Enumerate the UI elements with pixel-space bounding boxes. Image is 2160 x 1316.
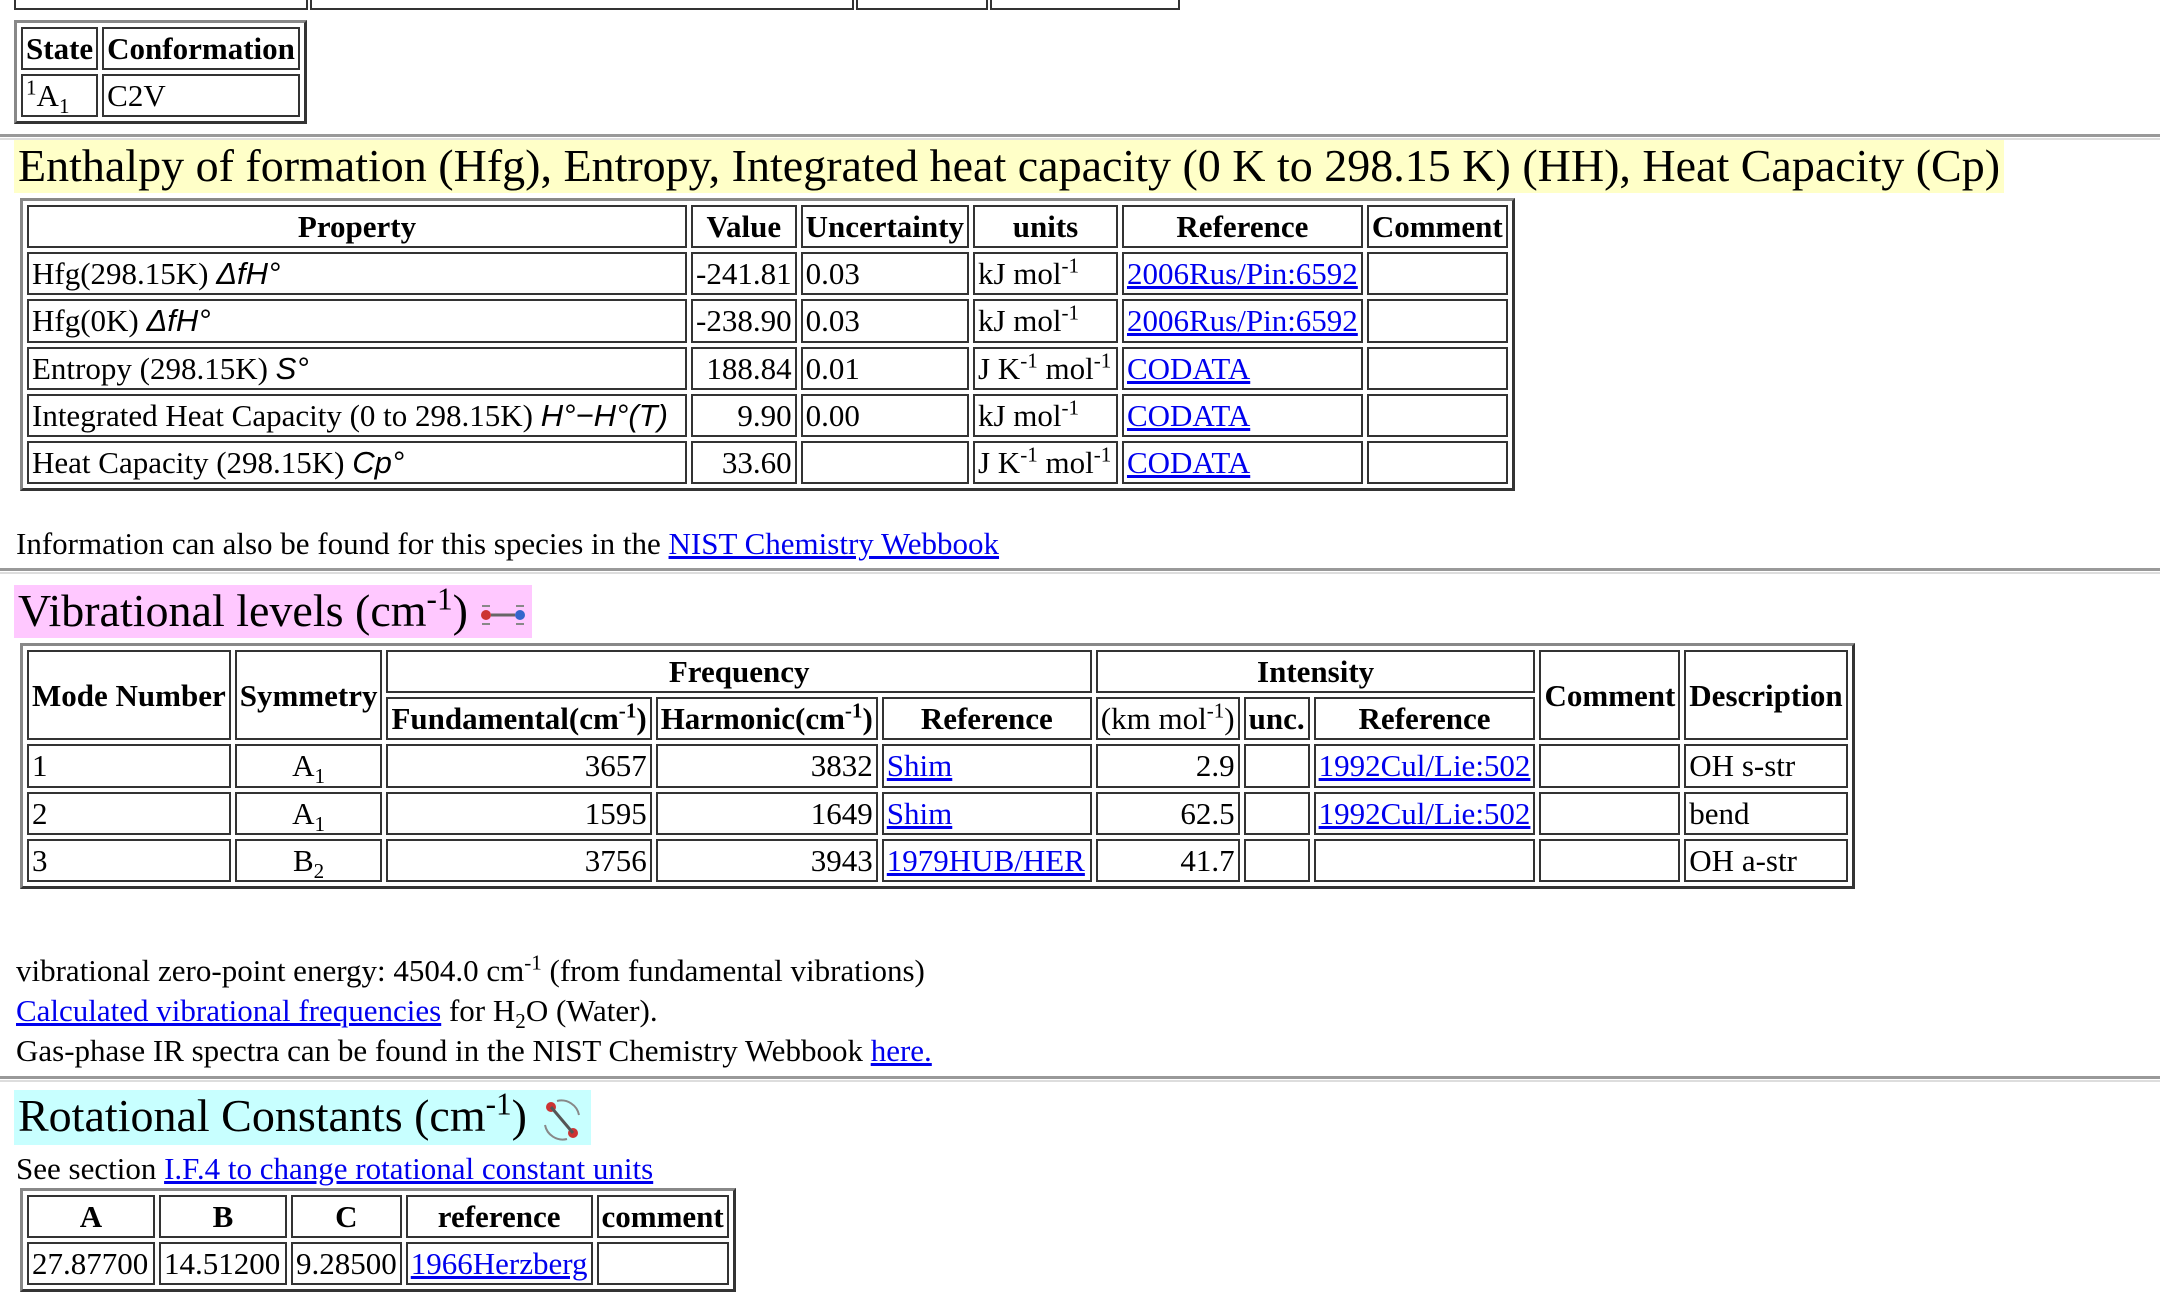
- intensity-cell: 41.7: [1096, 839, 1240, 882]
- unc-cell: [1244, 744, 1310, 787]
- comment-cell: [1539, 744, 1680, 787]
- col-int-reference: Reference: [1314, 697, 1536, 740]
- uncertainty-cell: 0.00: [801, 394, 969, 437]
- fundamental-cell: 1595: [386, 792, 651, 835]
- mode-cell: 2: [27, 792, 231, 835]
- symmetry-cell: $A_1$: [235, 744, 383, 787]
- vibrational-heading: Vibrational levels $(cm^{-1})$: [14, 585, 532, 638]
- table-row: [27, 299, 1508, 342]
- col-symmetry: Symmetry: [235, 650, 383, 740]
- property-cell: Heat Capacity (298.15K) Cp°: [27, 441, 687, 484]
- col-description: Description: [1684, 650, 1847, 740]
- state-value: $^1A_1$: [21, 74, 98, 117]
- reference-link[interactable]: 2006Rus/Pin:6592: [1126, 303, 1358, 339]
- col-km-mol: (km mol$^{-1}$): [1096, 697, 1240, 740]
- thermo-section: [14, 140, 2004, 193]
- comment-cell: [1367, 394, 1508, 437]
- col-intensity: Intensity: [1096, 650, 1536, 693]
- freq-reference-cell[interactable]: [882, 792, 1092, 835]
- zero-point-energy: vibrational zero-point energy: 4504.0 $cm^{-1}$ (from fundamental vibrations): [16, 950, 925, 988]
- comment-cell: [1539, 792, 1680, 835]
- col-uncertainty: Uncertainty: [801, 205, 969, 248]
- conformation-header: Conformation: [102, 27, 300, 70]
- symbol: Cp°: [352, 444, 405, 480]
- property-cell: Integrated Heat Capacity (0 to 298.15K) H°−H°(T): [27, 394, 687, 437]
- harmonic-cell: 3832: [656, 744, 878, 787]
- unc-cell: [1244, 792, 1310, 835]
- uncertainty-cell: [801, 441, 969, 484]
- vibration-icon[interactable]: [478, 600, 528, 630]
- webbook-info: Information can also be found for this species in the NIST Chemistry Webbook: [16, 526, 1000, 561]
- b-cell: 14.51200: [159, 1242, 287, 1285]
- freq-reference-cell[interactable]: [882, 744, 1092, 787]
- col-fundamental: $Fundamental(cm^{-1})$: [386, 697, 651, 740]
- units-cell: kJ mol$^{-1}$: [973, 299, 1118, 342]
- comment-cell: [1539, 839, 1680, 882]
- uncertainty-cell: 0.03: [801, 252, 969, 295]
- intensity-cell: 62.5: [1096, 792, 1240, 835]
- table-row: [27, 347, 1508, 390]
- comment-cell: [597, 1242, 729, 1285]
- fundamental-cell: 3657: [386, 744, 651, 787]
- property-cell: Entropy (298.15K) S°: [27, 347, 687, 390]
- col-units: units: [973, 205, 1118, 248]
- calculated-frequencies-link[interactable]: Calculated vibrational frequencies: [16, 993, 442, 1028]
- int-reference-cell[interactable]: [1314, 744, 1536, 787]
- col-comment: Comment: [1539, 650, 1680, 740]
- rotational-units-link[interactable]: I.F.4 to change rotational constant units: [164, 1151, 654, 1186]
- table-row: [27, 252, 1508, 295]
- see-section-line: See section I.F.4 to change rotational constant units: [16, 1151, 654, 1186]
- units-cell: J $K^{-1}$ mol$^{-1}$: [973, 347, 1118, 390]
- section-divider: [0, 568, 2160, 574]
- calculated-frequencies-line: Calculated vibrational frequencies for $H_2O$ (Water).: [16, 993, 658, 1034]
- col-frequency: Frequency: [386, 650, 1091, 693]
- int-reference-cell[interactable]: [1314, 839, 1536, 882]
- freq-reference-cell[interactable]: [882, 839, 1092, 882]
- freq-reference-link[interactable]: 1979HUB/HER: [886, 842, 1085, 878]
- int-reference-link[interactable]: 1992Cul/Lie:502: [1318, 748, 1531, 784]
- units-cell: J $K^{-1}$ mol$^{-1}$: [973, 441, 1118, 484]
- a-cell: 27.87700: [27, 1242, 155, 1285]
- vibrational-table: [20, 643, 1855, 889]
- col-value: Value: [691, 205, 797, 248]
- comment-cell: [1367, 441, 1508, 484]
- col-reference: reference: [406, 1195, 593, 1238]
- col-comment: Comment: [1367, 205, 1508, 248]
- comment-cell: [1367, 299, 1508, 342]
- comment-cell: [1367, 347, 1508, 390]
- value-cell: 9.90: [691, 394, 797, 437]
- col-c: C: [291, 1195, 402, 1238]
- uncertainty-cell: 0.01: [801, 347, 969, 390]
- units-cell: kJ mol$^{-1}$: [973, 394, 1118, 437]
- mode-cell: 1: [27, 744, 231, 787]
- col-freq-reference: Reference: [882, 697, 1092, 740]
- symbol: H°−H°(T): [540, 397, 669, 433]
- thermo-heading: Enthalpy of formation (Hfg), Entropy, Integrated heat capacity (0 K to 298.15 K) (HH), Heat Capacity (Cp): [14, 140, 2004, 193]
- harmonic-cell: 1649: [656, 792, 878, 835]
- table-row: [27, 744, 1848, 787]
- value-cell: -238.90: [691, 299, 797, 342]
- col-reference: Reference: [1122, 205, 1363, 248]
- thermo-table: [20, 198, 1515, 491]
- comment-cell: [1367, 252, 1508, 295]
- symbol: ΔfH°: [146, 303, 211, 339]
- int-reference-cell[interactable]: [1314, 792, 1536, 835]
- symbol: ΔfH°: [216, 256, 281, 292]
- fundamental-cell: 3756: [386, 839, 651, 882]
- value-cell: 33.60: [691, 441, 797, 484]
- uncertainty-cell: 0.03: [801, 299, 969, 342]
- col-mode-number: Mode Number: [27, 650, 231, 740]
- col-unc: unc.: [1244, 697, 1310, 740]
- reference-link[interactable]: 2006Rus/Pin:6592: [1126, 256, 1358, 292]
- units-cell: kJ mol$^{-1}$: [973, 252, 1118, 295]
- symmetry-cell: $A_1$: [235, 792, 383, 835]
- col-harmonic: $Harmonic(cm^{-1})$: [656, 697, 878, 740]
- value-cell: 188.84: [691, 347, 797, 390]
- reference-link[interactable]: CODATA: [1126, 444, 1251, 480]
- c-cell: 9.28500: [291, 1242, 402, 1285]
- symbol: S°: [275, 350, 309, 386]
- nist-webbook-link[interactable]: NIST Chemistry Webbook: [668, 526, 1000, 561]
- unc-cell: [1244, 839, 1310, 882]
- state-header: State: [21, 27, 98, 70]
- reference-cell[interactable]: [1122, 347, 1363, 390]
- col-a: A: [27, 1195, 155, 1238]
- value-cell: -241.81: [691, 252, 797, 295]
- reference-link[interactable]: CODATA: [1126, 350, 1251, 386]
- table-row: [27, 792, 1848, 835]
- property-cell: Hfg(298.15K) ΔfH°: [27, 252, 687, 295]
- property-cell: Hfg(0K) ΔfH°: [27, 299, 687, 342]
- reference-cell[interactable]: [1122, 252, 1363, 295]
- reference-cell[interactable]: [406, 1242, 593, 1285]
- harmonic-cell: 3943: [656, 839, 878, 882]
- rotational-section: [14, 1086, 591, 1145]
- table-row: [27, 1242, 729, 1285]
- ir-spectra-line: Gas-phase IR spectra can be found in the NIST Chemistry Webbook here.: [16, 1033, 932, 1068]
- reference-cell[interactable]: [1122, 299, 1363, 342]
- col-b: B: [159, 1195, 287, 1238]
- rotational-table: [20, 1188, 736, 1292]
- conformation-value: C2V: [102, 74, 300, 117]
- description-cell: OH s-str: [1684, 744, 1847, 787]
- section-divider: [0, 1076, 2160, 1082]
- int-reference-link[interactable]: 1992Cul/Lie:502: [1318, 795, 1531, 831]
- reference-cell[interactable]: [1122, 394, 1363, 437]
- description-cell: bend: [1684, 792, 1847, 835]
- rotation-icon[interactable]: [537, 1095, 587, 1145]
- col-comment: comment: [597, 1195, 729, 1238]
- table-row: [27, 441, 1508, 484]
- rotational-heading: Rotational Constants $(cm^{-1})$: [14, 1090, 591, 1145]
- rotational-reference-link[interactable]: 1966Herzberg: [410, 1246, 588, 1282]
- reference-link[interactable]: CODATA: [1126, 397, 1251, 433]
- freq-reference-link[interactable]: Shim: [886, 748, 953, 784]
- symmetry-cell: $B_2$: [235, 839, 383, 882]
- description-cell: OH a-str: [1684, 839, 1847, 882]
- mode-cell: 3: [27, 839, 231, 882]
- freq-reference-link[interactable]: Shim: [886, 795, 953, 831]
- table-row: [27, 839, 1848, 882]
- ir-spectra-link[interactable]: here.: [870, 1033, 932, 1068]
- vibrational-section: [14, 581, 532, 638]
- table-row: [27, 394, 1508, 437]
- col-property: Property: [27, 205, 687, 248]
- intensity-cell: 2.9: [1096, 744, 1240, 787]
- state-table: [14, 20, 307, 124]
- reference-cell[interactable]: [1122, 441, 1363, 484]
